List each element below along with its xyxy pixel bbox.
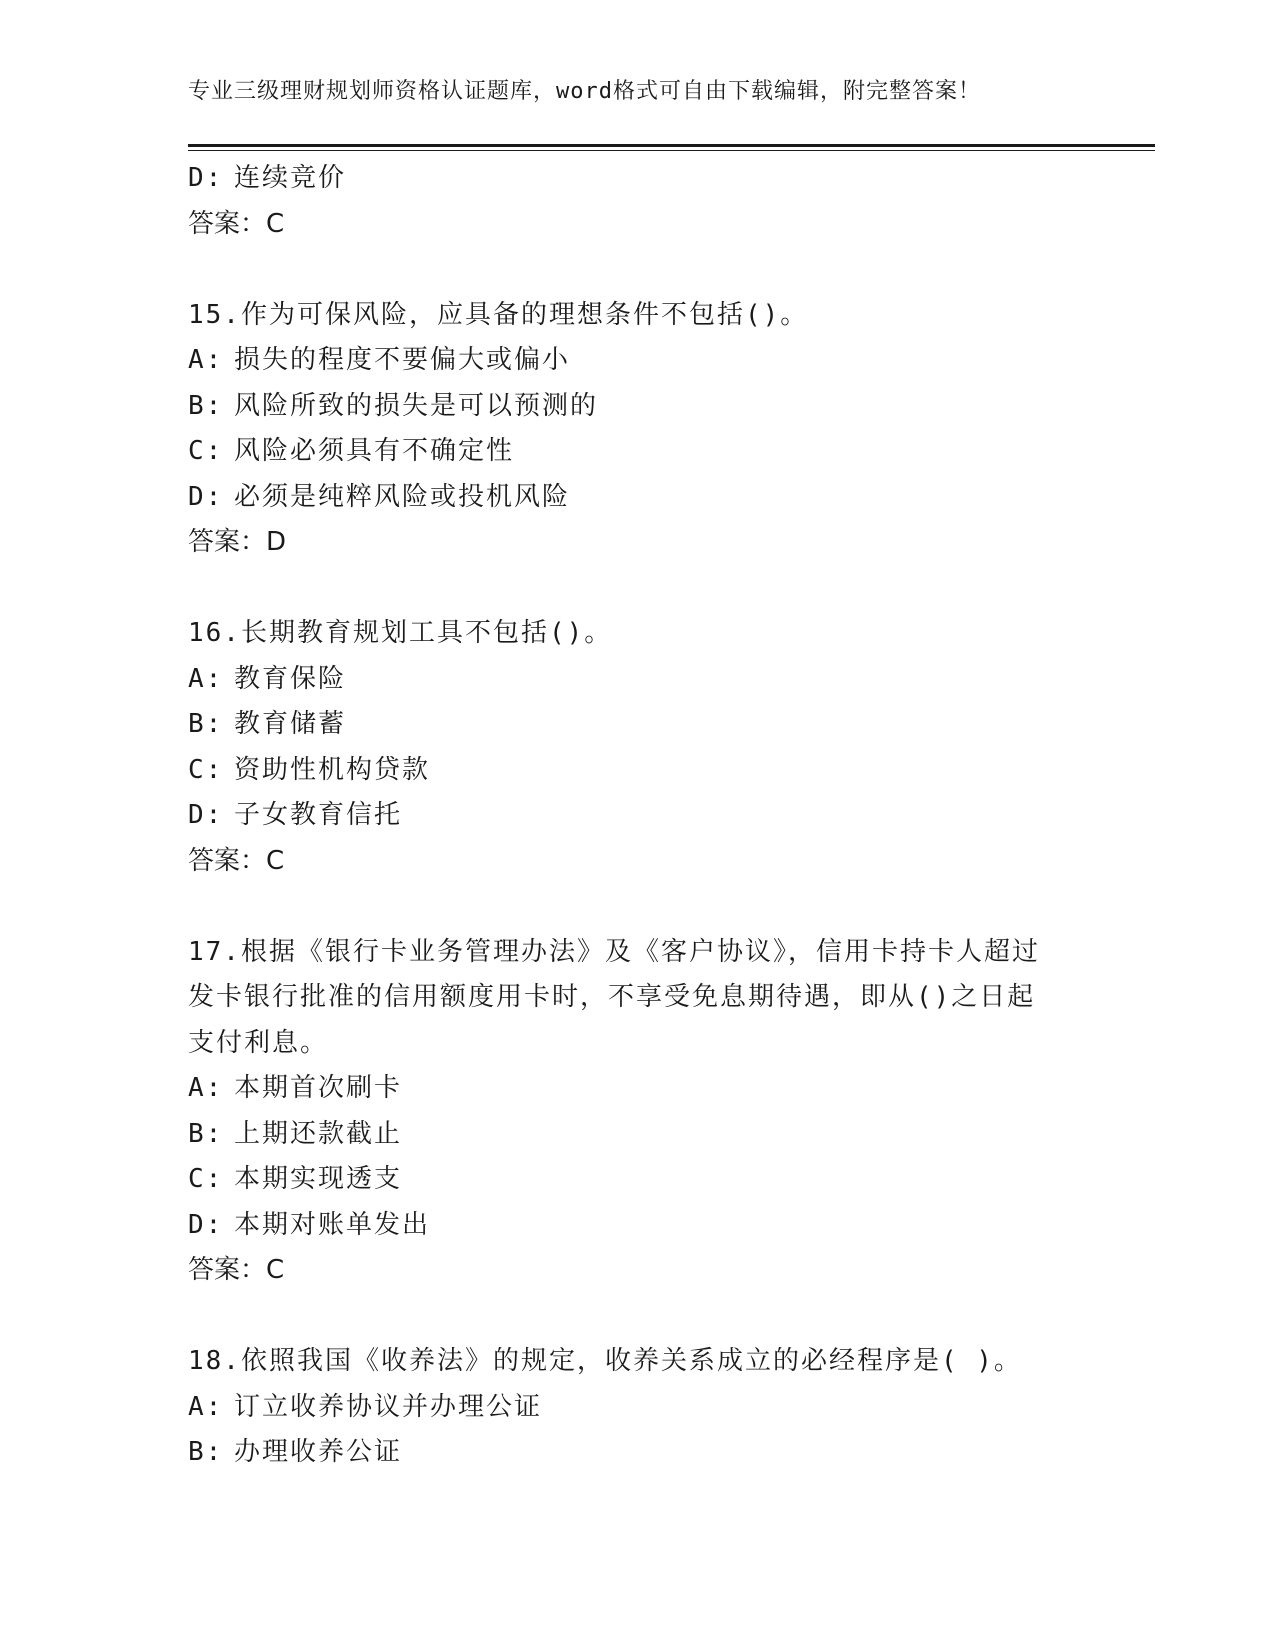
header-rule-thick [188, 144, 1155, 147]
option-line [188, 1385, 1088, 1431]
option-text: 上期还款截止 [234, 1118, 403, 1149]
option-text: 连续竞价 [234, 163, 347, 193]
option-text: 教育保险 [234, 663, 347, 694]
option-line [188, 429, 1088, 475]
option-key: A: [188, 345, 224, 375]
option-key: A: [188, 663, 224, 694]
option-key: D: [188, 1209, 224, 1240]
option-text: 本期首次刷卡 [234, 1073, 403, 1103]
question-list [188, 156, 1088, 1476]
option-text: 损失的程度不要偏大或偏小 [234, 345, 571, 375]
option-key: B: [188, 1437, 224, 1467]
spacer [188, 1294, 1088, 1340]
option-line [188, 1203, 1088, 1249]
option-text: 资助性机构贷款 [234, 754, 431, 785]
option-line [188, 1066, 1088, 1112]
option-line [188, 384, 1088, 430]
option-key: B: [188, 390, 224, 421]
option-key: A: [188, 1073, 224, 1103]
option-text: 本期对账单发出 [234, 1209, 431, 1240]
option-key: A: [188, 1391, 224, 1422]
option-text: 风险必须具有不确定性 [234, 436, 515, 466]
spacer [188, 247, 1088, 293]
option-line [188, 657, 1088, 703]
question-stem: 支付利息。 [188, 1027, 329, 1058]
answer-line: 答案：C [188, 208, 285, 239]
option-text: 必须是纯粹风险或投机风险 [234, 481, 571, 512]
spacer [188, 884, 1088, 930]
option-key: B: [188, 709, 224, 739]
header-rule-thin [188, 150, 1155, 151]
question-stem: 发卡银行批准的信用额度用卡时，不享受免息期待遇，即从()之日起 [188, 982, 1036, 1012]
option-key: C: [188, 754, 224, 785]
option-key: C: [188, 436, 224, 466]
option-text: 本期实现透支 [234, 1164, 403, 1194]
question-stem: 16.长期教育规划工具不包括()。 [188, 618, 613, 648]
option-text: 办理收养公证 [234, 1437, 403, 1467]
option-key: D: [188, 481, 224, 512]
option-line [188, 1112, 1088, 1158]
question-stem: 17.根据《银行卡业务管理办法》及《客户协议》，信用卡持卡人超过 [188, 936, 1040, 967]
option-line [188, 1430, 1088, 1476]
option-line [188, 338, 1088, 384]
answer-line: 答案：C [188, 845, 285, 876]
option-text: 子女教育信托 [234, 800, 403, 830]
option-key: D: [188, 163, 224, 193]
option-text: 教育储蓄 [234, 709, 347, 739]
page-header: 专业三级理财规划师资格认证题库，word格式可自由下载编辑，附完整答案！ [188, 79, 981, 104]
option-key: C: [188, 1164, 224, 1194]
option-text: 订立收养协议并办理公证 [234, 1391, 543, 1422]
option-line [188, 156, 1088, 202]
question-stem: 15.作为可保风险，应具备的理想条件不包括()。 [188, 299, 809, 330]
spacer [188, 566, 1088, 612]
option-line [188, 793, 1088, 839]
answer-line: 答案：C [188, 1255, 285, 1285]
answer-line: 答案：D [188, 527, 287, 557]
option-key: D: [188, 800, 224, 830]
option-line [188, 1157, 1088, 1203]
option-text: 风险所致的损失是可以预测的 [234, 390, 599, 421]
option-key: B: [188, 1118, 224, 1149]
question-stem: 18.依照我国《收养法》的规定，收养关系成立的必经程序是( )。 [188, 1346, 1022, 1376]
option-line [188, 702, 1088, 748]
option-line [188, 475, 1088, 521]
option-line [188, 748, 1088, 794]
